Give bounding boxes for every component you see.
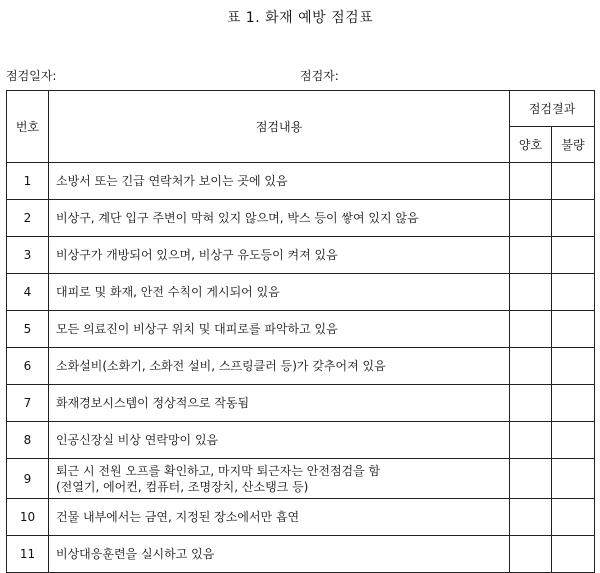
- table-row: [7, 536, 595, 573]
- row-number: 9: [7, 459, 49, 499]
- row-content: [49, 422, 510, 459]
- good-check-cell[interactable]: [510, 536, 552, 573]
- row-content-line: 소방서 또는 긴급 연락처가 보이는 곳에 있음: [56, 174, 288, 188]
- good-check-cell[interactable]: [510, 348, 552, 385]
- row-number: 2: [7, 200, 49, 237]
- page-title: 표 1. 화재 예방 점검표: [226, 10, 374, 26]
- row-number: 6: [7, 348, 49, 385]
- header-good: 양호: [510, 127, 552, 163]
- row-content-line: 화재경보시스템이 정상적으로 작동됨: [56, 396, 250, 410]
- row-content-line: 비상구가 개방되어 있으며, 비상구 유도등이 켜져 있음: [56, 248, 338, 262]
- row-number: 1: [7, 163, 49, 200]
- header-result: 점검결과: [510, 91, 595, 127]
- good-check-cell[interactable]: [510, 200, 552, 237]
- table-row: [7, 237, 595, 274]
- row-content-line: 인공신장실 비상 연락망이 있음: [56, 433, 219, 447]
- row-content: [49, 274, 510, 311]
- inspection-date-label: 점검일자:: [6, 69, 57, 83]
- table-row: [7, 311, 595, 348]
- table-row: [7, 459, 595, 499]
- poor-check-cell[interactable]: [552, 459, 595, 499]
- poor-check-cell[interactable]: [552, 385, 595, 422]
- row-content: [49, 385, 510, 422]
- poor-check-cell[interactable]: [552, 348, 595, 385]
- table-row: [7, 274, 595, 311]
- poor-check-cell[interactable]: [552, 499, 595, 536]
- row-number: 7: [7, 385, 49, 422]
- good-check-cell[interactable]: [510, 422, 552, 459]
- row-content: [49, 536, 510, 573]
- row-content-line: 건물 내부에서는 금연, 지정된 장소에서만 흡연: [56, 510, 300, 524]
- fire-prevention-checklist-table: [6, 90, 595, 573]
- row-number: 8: [7, 422, 49, 459]
- poor-check-cell[interactable]: [552, 311, 595, 348]
- table-row: [7, 385, 595, 422]
- table-row: [7, 348, 595, 385]
- row-content-line: 비상구, 계단 입구 주변이 막혀 있지 않으며, 박스 등이 쌓여 있지 않음: [56, 211, 419, 225]
- row-content: [49, 311, 510, 348]
- poor-check-cell[interactable]: [552, 237, 595, 274]
- good-check-cell[interactable]: [510, 385, 552, 422]
- table-row: [7, 163, 595, 200]
- row-content-line-2: (전열기, 에어컨, 컴퓨터, 조명장치, 산소탱크 등): [56, 479, 309, 494]
- good-check-cell[interactable]: [510, 311, 552, 348]
- row-content-line: 소화설비(소화기, 소화전 설비, 스프링클러 등)가 갖추어져 있음: [56, 359, 386, 373]
- good-check-cell[interactable]: [510, 163, 552, 200]
- table-row: [7, 499, 595, 536]
- checklist-body: [7, 163, 595, 573]
- table-row: [7, 200, 595, 237]
- poor-check-cell[interactable]: [552, 200, 595, 237]
- row-content: [49, 348, 510, 385]
- row-content-line: 퇴근 시 전원 오프를 확인하고, 마지막 퇴근자는 안전점검을 함: [56, 463, 381, 478]
- row-content-line: 모든 의료진이 비상구 위치 및 대피로를 파악하고 있음: [56, 322, 338, 336]
- inspector-label: 점검자:: [300, 69, 339, 83]
- row-number: 4: [7, 274, 49, 311]
- good-check-cell[interactable]: [510, 499, 552, 536]
- header-number: 번호: [7, 91, 49, 163]
- table-row: [7, 422, 595, 459]
- row-number: 10: [7, 499, 49, 536]
- poor-check-cell[interactable]: [552, 536, 595, 573]
- row-number: 5: [7, 311, 49, 348]
- row-number: 3: [7, 237, 49, 274]
- row-content-line: 비상대응훈련을 실시하고 있음: [56, 547, 215, 561]
- row-number: 11: [7, 536, 49, 573]
- row-content: [49, 459, 510, 499]
- poor-check-cell[interactable]: [552, 163, 595, 200]
- row-content: [49, 163, 510, 200]
- row-content: [49, 237, 510, 274]
- poor-check-cell[interactable]: [552, 422, 595, 459]
- row-content: [49, 499, 510, 536]
- row-content-line: 대피로 및 화재, 안전 수칙이 게시되어 있음: [56, 285, 280, 299]
- row-content: [49, 200, 510, 237]
- good-check-cell[interactable]: [510, 237, 552, 274]
- header-poor: 불량: [552, 127, 595, 163]
- header-content: 점검내용: [49, 91, 510, 163]
- poor-check-cell[interactable]: [552, 274, 595, 311]
- good-check-cell[interactable]: [510, 274, 552, 311]
- good-check-cell[interactable]: [510, 459, 552, 499]
